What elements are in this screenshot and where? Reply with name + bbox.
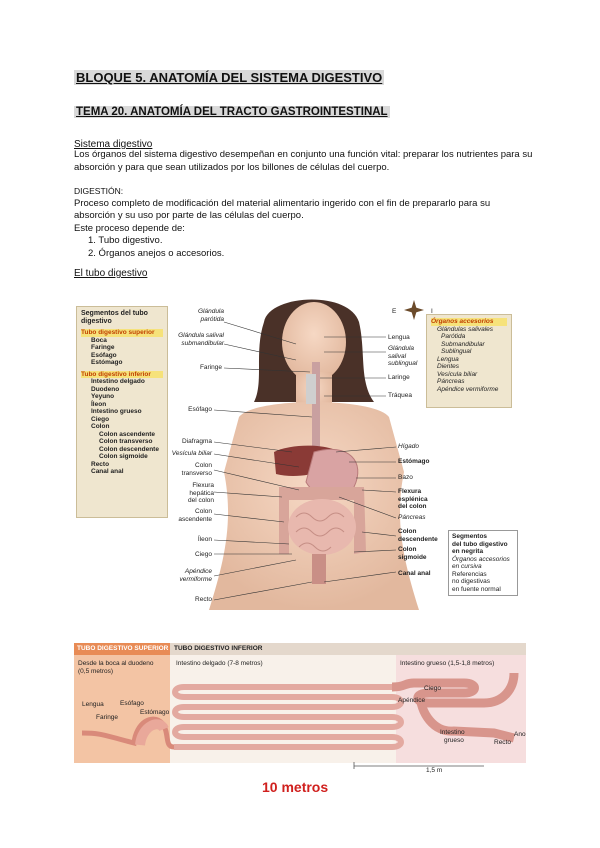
- lower-tract-title: Tubo digestivo inferior: [81, 371, 163, 379]
- label-spleen: Bazo: [398, 474, 413, 481]
- list-item: Recto: [91, 460, 110, 468]
- segments-box: [76, 306, 168, 518]
- label-ascending-colon: Colon ascendente: [178, 508, 212, 523]
- section1-paragraph: [74, 149, 544, 174]
- small-intestine-length: Intestino delgado (7-8 metros): [176, 660, 263, 667]
- label-diaphragm: Diafragma: [182, 438, 212, 445]
- scale-label: 1,5 m: [426, 767, 443, 774]
- segments-title: digestivo: [81, 317, 112, 325]
- digestion-depends: Este proceso depende de:: [74, 222, 185, 234]
- label-splenic-flexure: Flexura esplénica del colon: [398, 488, 428, 510]
- label-transverse-colon: Colon transverso: [181, 462, 212, 477]
- upper-tract-desc: Desde la boca al duodeno: [78, 660, 154, 667]
- label-pharynx: Faringe: [199, 364, 222, 371]
- label-sigmoid-colon: Colon sigmoide: [398, 546, 427, 561]
- label-esophagus: Esófago: [188, 406, 212, 413]
- label-liver: Hígado: [398, 443, 419, 450]
- label-pancreas: Páncreas: [398, 514, 426, 521]
- tract-diagram: [74, 643, 526, 773]
- label-sublingual: Glándula salival sublingual: [388, 345, 418, 367]
- section1-line: Los órganos del sistema digestivo desempeñan en conjunto una función vital: preparar los nutrientes para su: [74, 149, 533, 160]
- accessory-title: Órganos accesorios: [431, 318, 507, 326]
- compass-label: E: [392, 308, 397, 315]
- list-item: Colon descendente: [99, 445, 159, 453]
- compass-label: I: [431, 308, 433, 315]
- label-rectum: Recto: [195, 596, 212, 603]
- list-item: Parótida: [441, 333, 466, 340]
- list-item: Páncreas: [437, 378, 465, 385]
- label-stomach: Estómago: [398, 458, 430, 465]
- legend-line: del tubo digestivo: [452, 540, 508, 548]
- list-item: Intestino delgado: [91, 378, 145, 385]
- segments-title: Segmentos del tubo: [81, 310, 148, 317]
- list-item: Ciego: [91, 415, 110, 423]
- list-item: Dientes: [437, 363, 460, 370]
- label-stomach: Estómago: [140, 709, 170, 716]
- list-item: 2. Órganos anejos o accesorios.: [88, 247, 225, 259]
- label-ileum: Íleon: [197, 536, 212, 543]
- list-item: Estómago: [91, 359, 123, 366]
- anatomy-figure: [74, 292, 526, 610]
- label-hepatic-flexure: Flexura hepática del colon: [187, 482, 214, 504]
- label-tongue: Lengua: [388, 334, 410, 341]
- total-length: 10 metros: [262, 779, 329, 795]
- digestion-line: Proceso completo de modificación del material alimentario ingerido con el fin de prepararlo para su: [74, 197, 491, 209]
- label-anal-canal: Canal anal: [398, 570, 431, 577]
- list-item: Colon: [91, 423, 110, 430]
- legend-line: Referencias: [452, 570, 487, 578]
- list-item: Intestino grueso: [91, 408, 142, 415]
- label-appendix: Apéndice: [398, 697, 426, 704]
- topic-title: TEMA 20. ANATOMÍA DEL TRACTO GASTROINTESTINAL: [76, 106, 388, 118]
- label-esophagus: Esófago: [120, 700, 144, 707]
- upper-tract-length: (0,5 metros): [78, 668, 114, 675]
- section-heading-sistema: Sistema digestivo: [74, 139, 153, 150]
- list-item: Glándulas salivales: [437, 325, 494, 333]
- label-submandibular: Glándula salival submandibular: [178, 332, 224, 347]
- figure-legend: [448, 530, 518, 596]
- list-item: Lengua: [437, 355, 459, 363]
- legend-line: en cursiva: [452, 563, 482, 570]
- tract-length-figure: [74, 643, 526, 773]
- list-item: Submandibular: [441, 340, 485, 348]
- list-item: Apéndice vermiforme: [437, 385, 499, 393]
- list-item: Colon sigmoide: [99, 453, 148, 460]
- label-large-intestine: Intestino: [440, 729, 465, 736]
- digestion-label: DIGESTIÓN:: [74, 186, 124, 196]
- section1-line: absorción y para que sean utilizados por los billones de células del cuerpo.: [74, 161, 390, 173]
- digestion-line: absorción y su uso por parte de las células del cuerpo.: [74, 210, 304, 221]
- list-item: Esófago: [91, 351, 117, 359]
- label-pharynx: Faringe: [96, 714, 119, 721]
- upper-tract-title: Tubo digestivo superior: [81, 329, 163, 337]
- list-item: Duodeno: [91, 385, 120, 393]
- label-anus: Ano: [514, 731, 526, 738]
- large-intestine-length: Intestino grueso (1,5-1,8 metros): [400, 660, 495, 667]
- list-item: Íleon: [91, 400, 107, 408]
- legend-line: en fuente normal: [452, 585, 501, 593]
- label-trachea: Tráquea: [388, 392, 412, 399]
- label-parotid: Glándula parótida: [197, 308, 224, 323]
- legend-line: en negrita: [452, 548, 484, 555]
- label-cecum: Ciego: [195, 551, 212, 558]
- accessory-organs-box: [426, 314, 512, 408]
- label-appendix: Apéndice vermiforme: [179, 568, 212, 583]
- label-gallbladder: Vesícula biliar: [171, 450, 212, 457]
- label-large-intestine: grueso: [444, 737, 464, 744]
- upper-tract-header: TUBO DIGESTIVO SUPERIOR: [77, 645, 169, 652]
- section-heading-tubo: El tubo digestivo: [74, 268, 148, 279]
- list-item: Boca: [91, 336, 107, 344]
- list-item: Canal anal: [91, 468, 124, 475]
- lower-tract-header: TUBO DIGESTIVO INFERIOR: [174, 645, 263, 652]
- document-title: BLOQUE 5. ANATOMÍA DEL SISTEMA DIGESTIVO: [76, 70, 383, 85]
- label-descending-colon: Colon descendente: [398, 528, 438, 543]
- digestion-block: [74, 185, 544, 260]
- list-item: Colon ascendente: [99, 430, 155, 438]
- list-item: Sublingual: [441, 348, 472, 355]
- list-item: Vesícula biliar: [437, 370, 478, 378]
- list-item: 1. Tubo digestivo.: [88, 235, 163, 246]
- label-rectum: Recto: [494, 739, 511, 746]
- list-item: Yeyuno: [91, 393, 115, 400]
- legend-line: no digestivas: [452, 578, 490, 585]
- legend-line: Órganos accesorios: [452, 555, 510, 563]
- label-larynx: Laringe: [388, 374, 410, 381]
- list-item: Faringe: [91, 344, 115, 351]
- list-item: Colon transverso: [99, 438, 153, 445]
- label-cecum: Ciego: [424, 685, 441, 692]
- label-tongue: Lengua: [82, 701, 104, 708]
- legend-line: Segmentos: [452, 533, 488, 540]
